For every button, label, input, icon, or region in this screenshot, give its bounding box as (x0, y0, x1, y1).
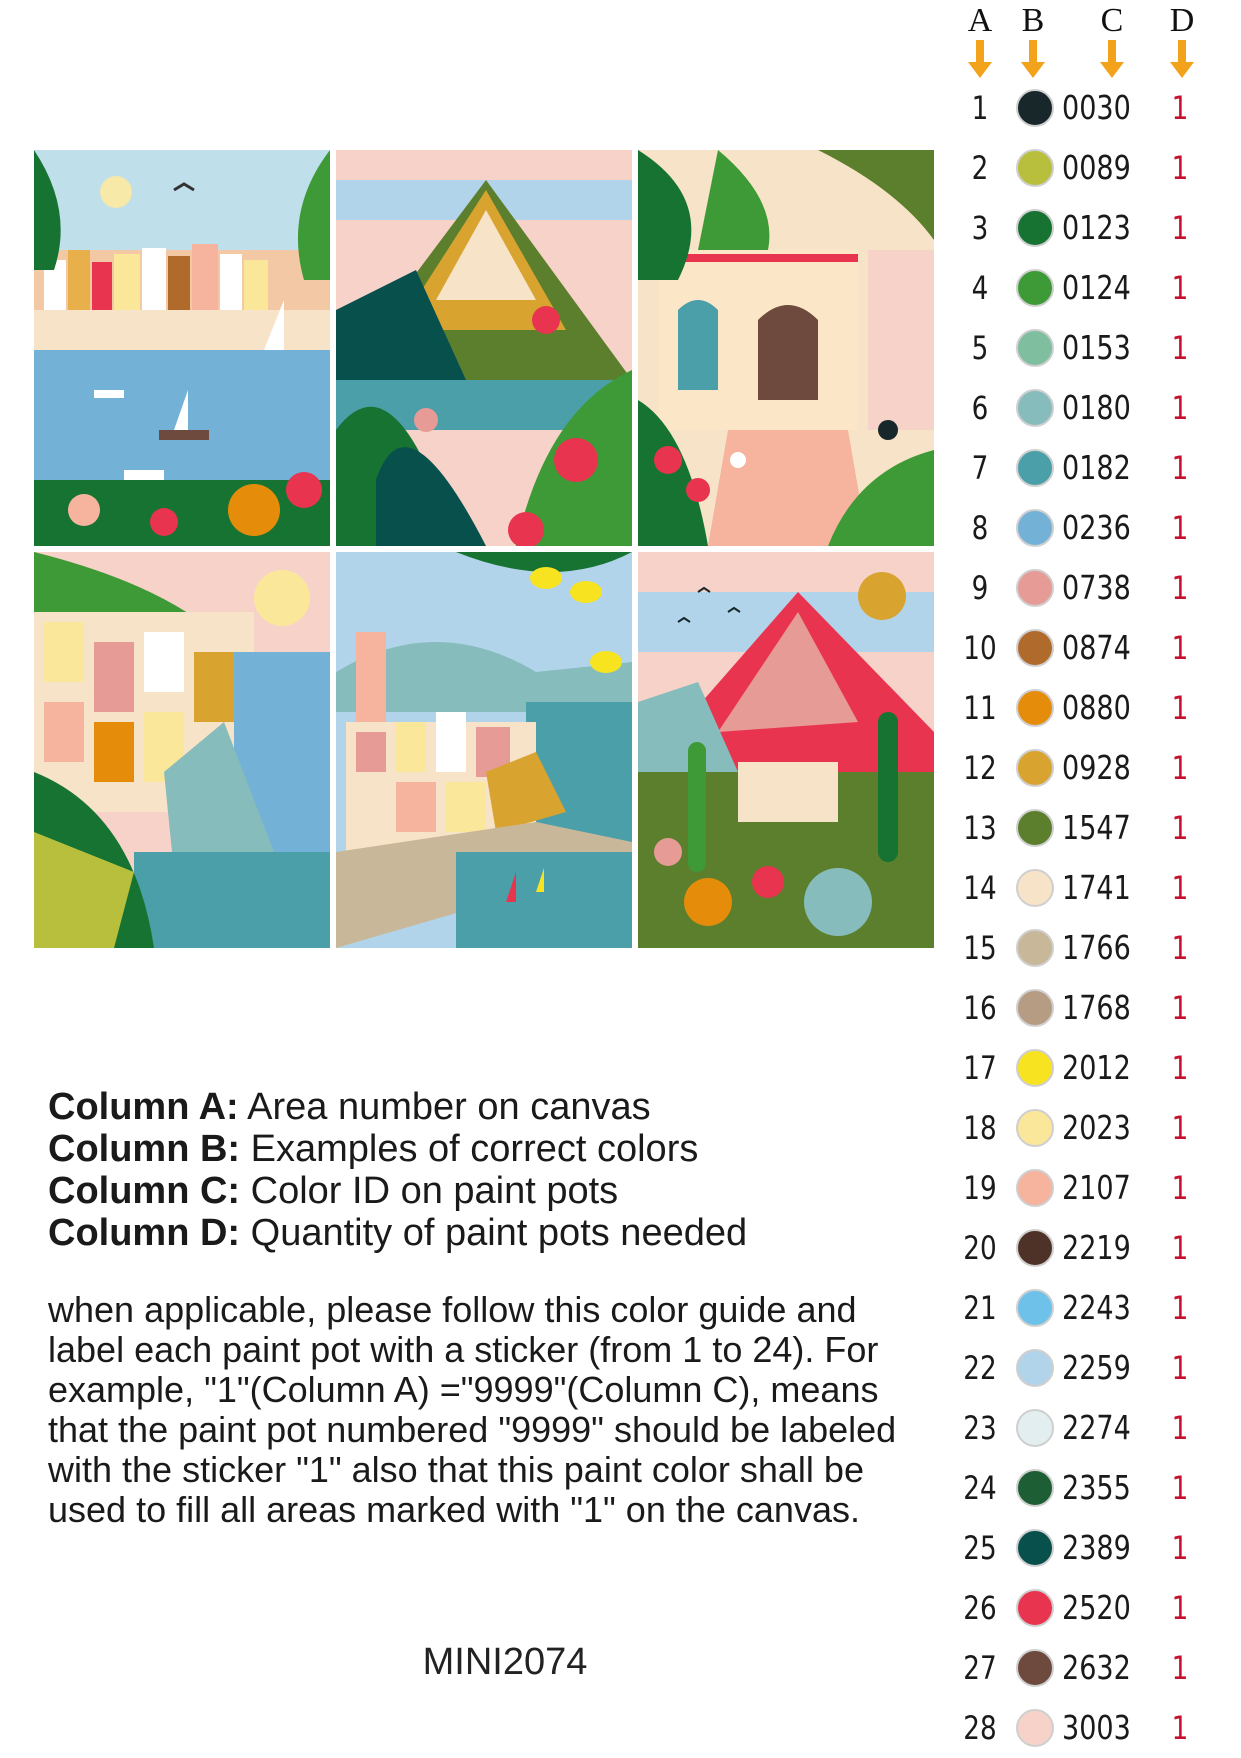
pot-quantity: 1 (1171, 1229, 1189, 1267)
pot-quantity: 1 (1171, 149, 1189, 187)
area-number: 7 (971, 449, 989, 487)
color-id: 0874 (1062, 628, 1131, 667)
color-swatch (1016, 509, 1054, 547)
table-row (0, 78, 1241, 138)
color-id: 2012 (1062, 1048, 1131, 1087)
color-swatch (1016, 149, 1054, 187)
color-swatch (1016, 1649, 1054, 1687)
color-id: 0738 (1062, 568, 1131, 607)
color-swatch (1016, 1229, 1054, 1267)
color-swatch (1016, 1049, 1054, 1087)
pot-quantity: 1 (1171, 389, 1189, 427)
arrow-down-icon (967, 40, 993, 78)
color-id: 2023 (1062, 1108, 1131, 1147)
column-legend (48, 1086, 928, 1254)
table-row (0, 138, 1241, 198)
area-number: 25 (963, 1529, 997, 1567)
legend-text: Color ID on paint pots (250, 1170, 619, 1212)
pot-quantity: 1 (1171, 1049, 1189, 1087)
color-swatch (1016, 1169, 1054, 1207)
color-id: 0123 (1062, 208, 1131, 247)
pot-quantity: 1 (1171, 989, 1189, 1027)
table-row (0, 798, 1241, 858)
pot-quantity: 1 (1171, 1709, 1189, 1747)
color-swatch (1016, 569, 1054, 607)
color-swatch (1016, 269, 1054, 307)
legend-label: Column C: (48, 1170, 241, 1212)
pot-quantity: 1 (1171, 929, 1189, 967)
color-swatch (1016, 749, 1054, 787)
table-row (0, 378, 1241, 438)
color-id: 2520 (1062, 1588, 1131, 1627)
arrow-down-icon (1099, 40, 1125, 78)
area-number: 11 (963, 689, 997, 727)
pot-quantity: 1 (1171, 509, 1189, 547)
color-swatch (1016, 1289, 1054, 1327)
table-row (0, 918, 1241, 978)
color-id: 0089 (1062, 148, 1131, 187)
column-d-header (1162, 4, 1202, 78)
color-id: 2389 (1062, 1528, 1131, 1567)
table-row (0, 678, 1241, 738)
color-id: 0124 (1062, 268, 1131, 307)
color-swatch (1016, 389, 1054, 427)
color-swatch (1016, 869, 1054, 907)
color-swatch (1016, 89, 1054, 127)
color-swatch (1016, 1709, 1054, 1747)
color-swatch (1016, 689, 1054, 727)
color-table-headers (0, 4, 1241, 84)
area-number: 18 (963, 1109, 997, 1147)
pot-quantity: 1 (1171, 1289, 1189, 1327)
area-number: 17 (963, 1049, 997, 1087)
color-id: 0030 (1062, 88, 1131, 127)
color-swatch (1016, 1409, 1054, 1447)
pot-quantity: 1 (1171, 1169, 1189, 1207)
pot-quantity: 1 (1171, 269, 1189, 307)
area-number: 23 (963, 1409, 997, 1447)
pot-quantity: 1 (1171, 1469, 1189, 1507)
pot-quantity: 1 (1171, 749, 1189, 787)
pot-quantity: 1 (1171, 809, 1189, 847)
color-id: 0236 (1062, 508, 1131, 547)
legend-line (48, 1170, 928, 1212)
area-number: 4 (971, 269, 989, 307)
column-b-label: B (1021, 2, 1045, 39)
color-id: 3003 (1062, 1708, 1131, 1747)
area-number: 13 (963, 809, 997, 847)
area-number: 2 (971, 149, 989, 187)
area-number: 10 (963, 629, 997, 667)
color-swatch (1016, 329, 1054, 367)
color-id: 0153 (1062, 328, 1131, 367)
color-id: 0880 (1062, 688, 1131, 727)
pot-quantity: 1 (1171, 329, 1189, 367)
pot-quantity: 1 (1171, 1589, 1189, 1627)
instructions-text: when applicable, please follow this color guide and label each paint pot with a sticker (from 1 to 24). For example, "1"(Column A) ="9999"(Column C), means that the paint pot numbered "9999" should be labeled with the sticker "1" also that this paint color shall be used to fill all areas marked with "1" on the canvas. (48, 1289, 897, 1530)
color-id: 2632 (1062, 1648, 1131, 1687)
color-swatch (1016, 1529, 1054, 1567)
pot-quantity: 1 (1171, 689, 1189, 727)
area-number: 5 (971, 329, 989, 367)
table-row (0, 258, 1241, 318)
legend-line (48, 1212, 928, 1254)
pot-quantity: 1 (1171, 629, 1189, 667)
pot-quantity: 1 (1171, 89, 1189, 127)
area-number: 15 (963, 929, 997, 967)
table-row (0, 318, 1241, 378)
legend-label: Column B: (48, 1128, 241, 1170)
legend-line (48, 1128, 928, 1170)
arrow-down-icon (1169, 40, 1195, 78)
area-number: 16 (963, 989, 997, 1027)
color-id: 2274 (1062, 1408, 1131, 1447)
area-number: 20 (963, 1229, 997, 1267)
legend-label: Column D: (48, 1212, 241, 1254)
area-number: 8 (971, 509, 989, 547)
color-id: 1547 (1062, 808, 1131, 847)
column-c-label: C (1100, 2, 1124, 39)
table-row (0, 978, 1241, 1038)
color-id: 2243 (1062, 1288, 1131, 1327)
table-row (0, 438, 1241, 498)
table-row (0, 1698, 1241, 1758)
pot-quantity: 1 (1171, 1649, 1189, 1687)
color-swatch (1016, 1349, 1054, 1387)
pot-quantity: 1 (1171, 1349, 1189, 1387)
area-number: 6 (971, 389, 989, 427)
table-row (0, 618, 1241, 678)
table-row (0, 858, 1241, 918)
pot-quantity: 1 (1171, 1409, 1189, 1447)
table-row (0, 1578, 1241, 1638)
color-id: 2107 (1062, 1168, 1131, 1207)
color-id: 0928 (1062, 748, 1131, 787)
column-c-header (1092, 4, 1132, 78)
pot-quantity: 1 (1171, 1529, 1189, 1567)
arrow-down-icon (1020, 40, 1046, 78)
color-id: 2259 (1062, 1348, 1131, 1387)
pot-quantity: 1 (1171, 449, 1189, 487)
legend-text: Examples of correct colors (250, 1128, 699, 1170)
column-b-header (1013, 4, 1053, 78)
color-id: 1766 (1062, 928, 1131, 967)
color-id: 1741 (1062, 868, 1131, 907)
area-number: 24 (963, 1469, 997, 1507)
table-row (0, 198, 1241, 258)
color-swatch (1016, 1469, 1054, 1507)
color-swatch (1016, 1109, 1054, 1147)
color-swatch (1016, 989, 1054, 1027)
color-id: 1768 (1062, 988, 1131, 1027)
area-number: 1 (971, 89, 989, 127)
color-id: 2355 (1062, 1468, 1131, 1507)
area-number: 27 (963, 1649, 997, 1687)
area-number: 19 (963, 1169, 997, 1207)
area-number: 3 (971, 209, 989, 247)
product-code: MINI2074 (422, 1641, 588, 1683)
color-swatch (1016, 1589, 1054, 1627)
area-number: 14 (963, 869, 997, 907)
color-swatch (1016, 809, 1054, 847)
legend-text: Quantity of paint pots needed (250, 1212, 748, 1254)
color-swatch (1016, 449, 1054, 487)
area-number: 28 (963, 1709, 997, 1747)
color-swatch (1016, 209, 1054, 247)
pot-quantity: 1 (1171, 209, 1189, 247)
legend-text: Area number on canvas (247, 1086, 651, 1128)
legend-label: Column A: (48, 1086, 239, 1128)
column-d-label: D (1169, 2, 1195, 39)
column-a-header (960, 4, 1000, 78)
table-row (0, 498, 1241, 558)
area-number: 9 (971, 569, 989, 607)
color-id: 0182 (1062, 448, 1131, 487)
table-row (0, 558, 1241, 618)
area-number: 21 (963, 1289, 997, 1327)
color-id: 2219 (1062, 1228, 1131, 1267)
color-swatch (1016, 629, 1054, 667)
table-row (0, 738, 1241, 798)
legend-line (48, 1086, 928, 1128)
pot-quantity: 1 (1171, 1109, 1189, 1147)
area-number: 26 (963, 1589, 997, 1627)
color-swatch (1016, 929, 1054, 967)
column-a-label: A (967, 2, 993, 39)
area-number: 12 (963, 749, 997, 787)
area-number: 22 (963, 1349, 997, 1387)
pot-quantity: 1 (1171, 569, 1189, 607)
pot-quantity: 1 (1171, 869, 1189, 907)
color-id: 0180 (1062, 388, 1131, 427)
